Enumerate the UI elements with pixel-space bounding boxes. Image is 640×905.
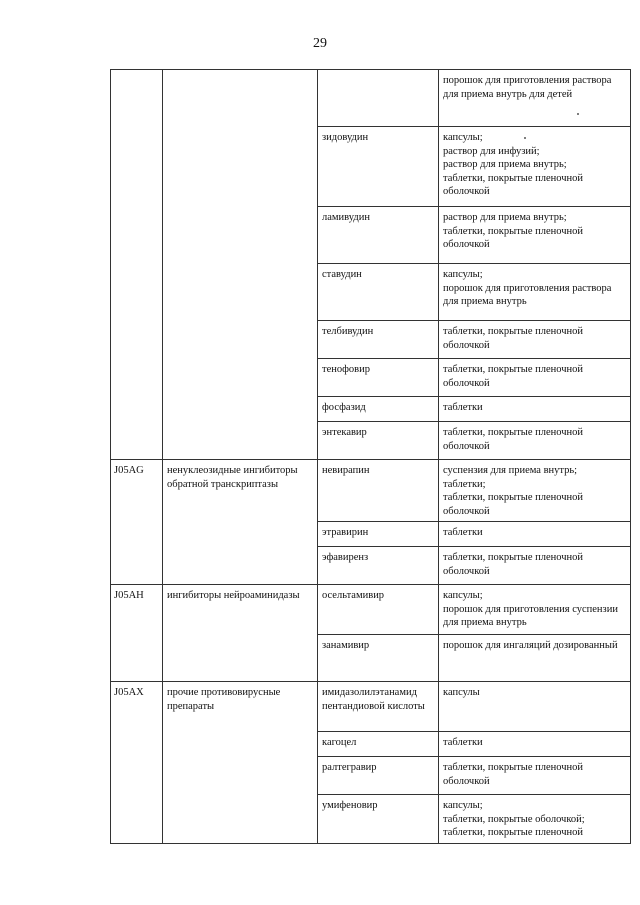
drug-name-cell: телбивудин [318,321,439,359]
atc-code-cell: J05AH [111,585,163,682]
group-name-cell: ингибиторы нейроаминидазы [163,585,318,682]
dosage-form-cell [439,422,631,460]
dosage-form-item: таблетки, покрытые пленочной оболочкой [443,427,584,452]
drug-name-cell: ралтегравир [318,757,439,795]
dosage-form-cell [439,732,631,757]
drug-name-cell: имидазолилэтанамид пентандиовой кислоты [318,682,439,732]
dosage-form-item: порошок для приготовления раствора для приема внутрь [443,282,612,307]
atc-code-cell [111,70,163,460]
drug-name-cell: этравирин [318,522,439,547]
dosage-form-item: капсулы; [443,269,483,280]
dosage-form-item: таблетки [443,402,483,413]
group-name-cell: прочие противовирусные препараты [163,682,318,844]
dosage-form-cell [439,397,631,422]
dosage-form-item: капсулы; [443,800,483,811]
drug-name-cell: занамивир [318,635,439,682]
dosage-form-cell [439,359,631,397]
dosage-form-item: таблетки, покрытые оболочкой; [443,813,585,825]
dosage-form-item: таблетки, покрытые пленочной оболочкой [443,364,584,389]
dosage-form-item: таблетки, покрытые пленочной оболочкой [443,225,584,250]
dosage-form-cell [439,321,631,359]
dosage-form-item: порошок для приготовления суспензии для приема внутрь [443,603,618,628]
dosage-form-item: раствор для приема внутрь; [443,159,567,170]
group-name-cell [163,70,318,460]
table-row [111,585,631,635]
page-number: 29 [313,36,327,51]
drug-name-cell: осельтамивир [318,585,439,635]
dosage-form-cell [439,127,631,207]
drug-name-cell: эфавиренз [318,547,439,585]
dosage-form-item: капсулы; [443,132,483,143]
dosage-form-cell [439,460,631,522]
scan-speck [577,113,579,115]
atc-code-cell: J05AX [111,682,163,844]
dosage-form-item: таблетки, покрытые пленочной [443,827,584,838]
table-row [111,682,631,732]
dosage-form-item: раствор для приема внутрь; [443,212,567,223]
dosage-form-item: капсулы [443,687,480,698]
scan-speck [524,137,526,139]
dosage-form-item: порошок для приготовления раствора для приема внутрь для детей [443,75,612,100]
drug-name-cell: невирапин [318,460,439,522]
dosage-form-cell [439,585,631,635]
drug-list-table [110,69,631,844]
table-row [111,70,631,127]
dosage-form-item: раствор для инфузий; [443,145,540,157]
table-row [111,460,631,522]
dosage-form-cell [439,207,631,264]
dosage-form-item: таблетки [443,737,483,748]
drug-name-cell [318,70,439,127]
dosage-form-cell [439,522,631,547]
atc-code-cell: J05AG [111,460,163,585]
dosage-form-item: таблетки, покрытые пленочной оболочкой [443,762,584,787]
dosage-form-item: таблетки, покрытые пленочной оболочкой [443,172,584,197]
dosage-form-item: таблетки, покрытые пленочной оболочкой [443,552,584,577]
dosage-form-cell [439,264,631,321]
drug-name-cell: тенофовир [318,359,439,397]
dosage-form-item: таблетки, покрытые пленочной оболочкой [443,326,584,351]
dosage-form-cell [439,757,631,795]
dosage-form-item: порошок для ингаляций дозированный [443,640,618,651]
drug-name-cell: кагоцел [318,732,439,757]
drug-name-cell: энтекавир [318,422,439,460]
dosage-form-item: капсулы; [443,590,483,601]
dosage-form-cell [439,547,631,585]
dosage-form-cell [439,682,631,732]
drug-name-cell: ламивудин [318,207,439,264]
dosage-form-cell [439,795,631,844]
dosage-form-cell [439,635,631,682]
dosage-form-item: таблетки, покрытые пленочной оболочкой [443,492,584,517]
drug-name-cell: фосфазид [318,397,439,422]
drug-name-cell: ставудин [318,264,439,321]
group-name-cell: ненуклеозидные ингибиторы обратной транскриптазы [163,460,318,585]
dosage-form-cell [439,70,631,127]
drug-name-cell: умифеновир [318,795,439,844]
dosage-form-item: суспензия для приема внутрь; [443,465,578,476]
dosage-form-item: таблетки [443,527,483,538]
dosage-form-item: таблетки; [443,478,486,490]
drug-name-cell: зидовудин [318,127,439,207]
